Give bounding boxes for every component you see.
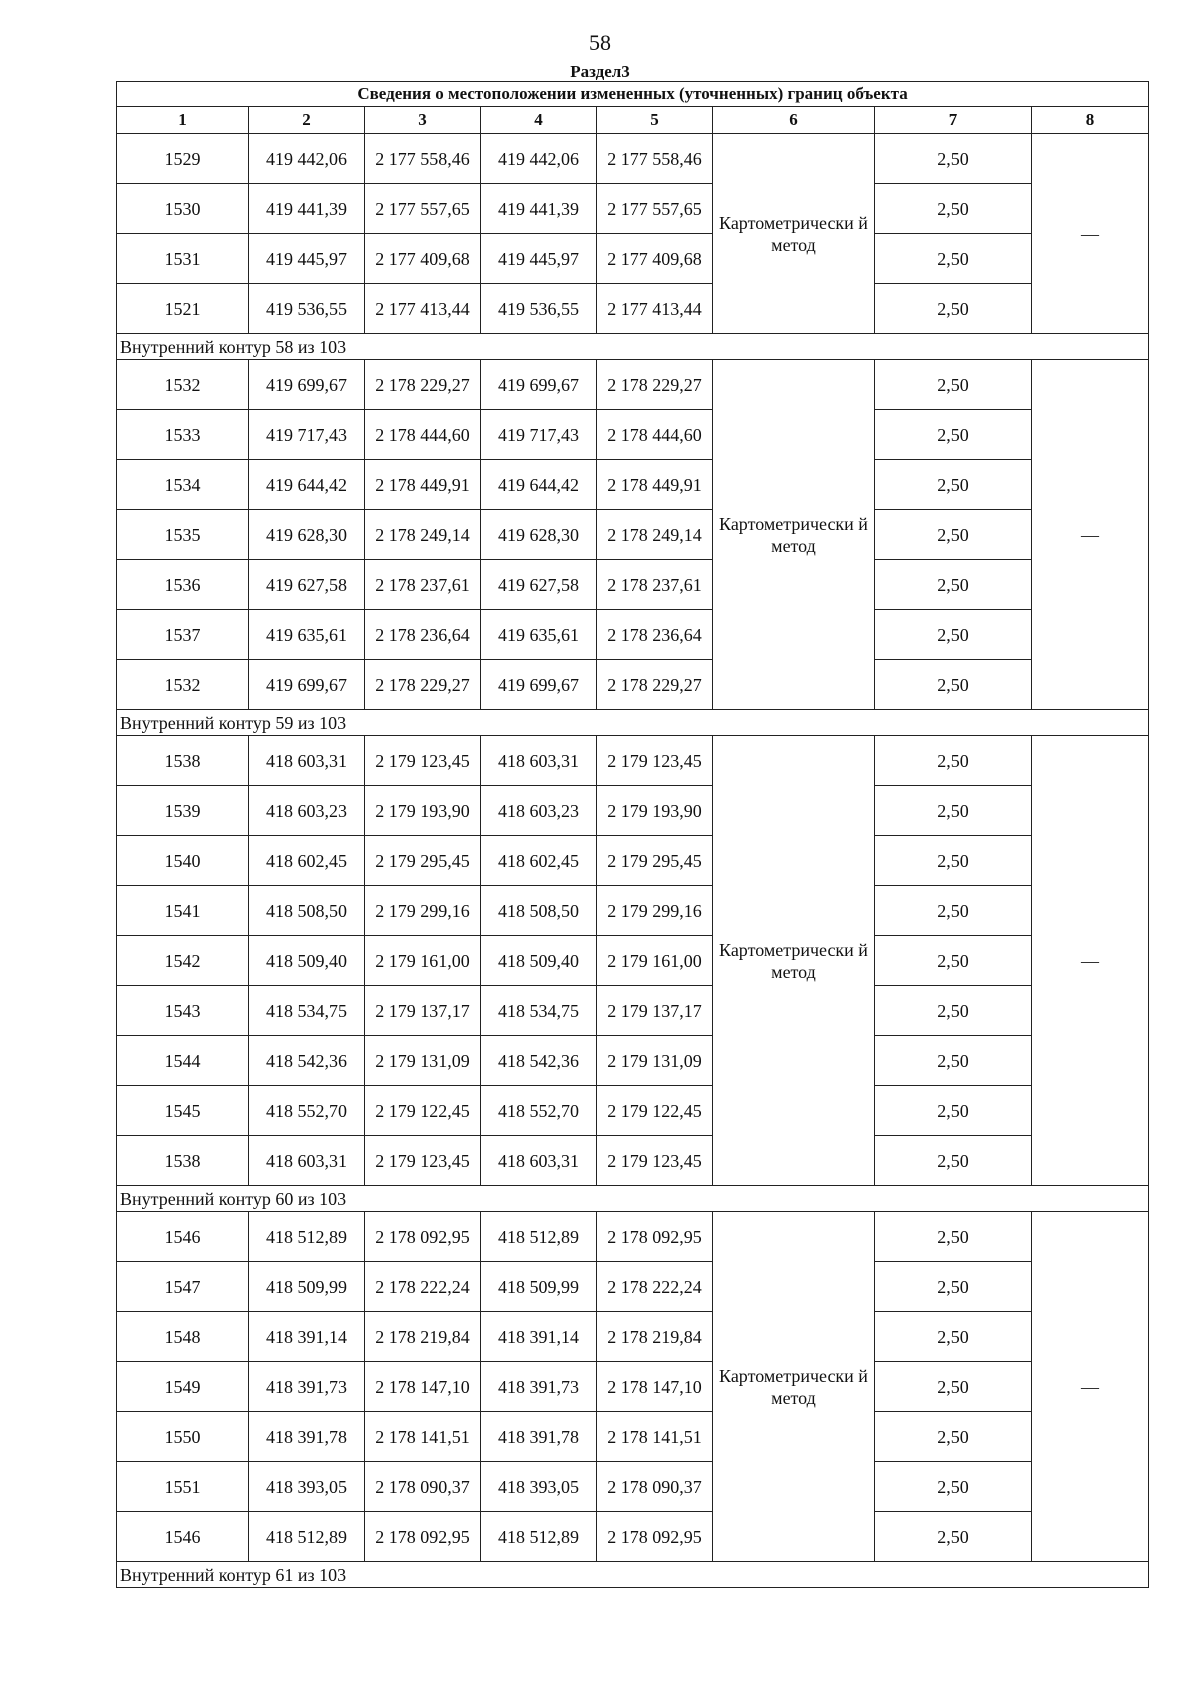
y-coordinate-cell: 2 179 137,17 — [365, 986, 481, 1036]
x-coordinate-new-cell: 418 391,78 — [481, 1412, 597, 1462]
y-coordinate-new-cell: 2 178 092,95 — [597, 1212, 713, 1262]
table-row — [117, 1036, 1149, 1086]
x-coordinate-cell: 418 508,50 — [249, 886, 365, 936]
x-coordinate-cell: 419 699,67 — [249, 360, 365, 410]
y-coordinate-new-cell: 2 179 161,00 — [597, 936, 713, 986]
y-coordinate-new-cell: 2 178 092,95 — [597, 1512, 713, 1562]
y-coordinate-cell: 2 179 123,45 — [365, 1136, 481, 1186]
accuracy-cell: 2,50 — [875, 134, 1032, 184]
y-coordinate-new-cell: 2 178 249,14 — [597, 510, 713, 560]
y-coordinate-new-cell: 2 178 229,27 — [597, 660, 713, 710]
x-coordinate-new-cell: 418 509,99 — [481, 1262, 597, 1312]
x-coordinate-new-cell: 419 699,67 — [481, 360, 597, 410]
y-coordinate-new-cell: 2 178 141,51 — [597, 1412, 713, 1462]
x-coordinate-cell: 418 509,99 — [249, 1262, 365, 1312]
y-coordinate-new-cell: 2 178 236,64 — [597, 610, 713, 660]
point-number-cell: 1547 — [117, 1262, 249, 1312]
point-number-cell: 1532 — [117, 360, 249, 410]
accuracy-cell: 2,50 — [875, 936, 1032, 986]
x-coordinate-cell: 418 391,78 — [249, 1412, 365, 1462]
x-coordinate-new-cell: 419 628,30 — [481, 510, 597, 560]
accuracy-cell: 2,50 — [875, 234, 1032, 284]
point-number-cell: 1541 — [117, 886, 249, 936]
y-coordinate-new-cell: 2 178 237,61 — [597, 560, 713, 610]
y-coordinate-new-cell: 2 179 122,45 — [597, 1086, 713, 1136]
section-title: Раздел3 — [570, 62, 630, 81]
x-coordinate-new-cell: 418 603,31 — [481, 1136, 597, 1186]
table-row — [117, 1462, 1149, 1512]
y-coordinate-new-cell: 2 179 295,45 — [597, 836, 713, 886]
point-number-cell: 1539 — [117, 786, 249, 836]
y-coordinate-cell: 2 178 229,27 — [365, 360, 481, 410]
table-row — [117, 1312, 1149, 1362]
y-coordinate-new-cell: 2 177 409,68 — [597, 234, 713, 284]
accuracy-cell: 2,50 — [875, 660, 1032, 710]
x-coordinate-new-cell: 418 602,45 — [481, 836, 597, 886]
x-coordinate-new-cell: 418 509,40 — [481, 936, 597, 986]
y-coordinate-new-cell: 2 178 147,10 — [597, 1362, 713, 1412]
table-caption: Сведения о местоположении измененных (уточненных) границ объекта — [117, 82, 1149, 107]
y-coordinate-new-cell: 2 177 558,46 — [597, 134, 713, 184]
point-number-cell: 1538 — [117, 736, 249, 786]
x-coordinate-cell: 418 391,14 — [249, 1312, 365, 1362]
y-coordinate-cell: 2 179 123,45 — [365, 736, 481, 786]
accuracy-cell: 2,50 — [875, 1462, 1032, 1512]
accuracy-cell: 2,50 — [875, 786, 1032, 836]
accuracy-cell: 2,50 — [875, 986, 1032, 1036]
x-coordinate-cell: 419 536,55 — [249, 284, 365, 334]
contour-row — [117, 710, 1149, 736]
x-coordinate-cell: 418 603,23 — [249, 786, 365, 836]
table-row — [117, 836, 1149, 886]
x-coordinate-new-cell: 419 699,67 — [481, 660, 597, 710]
table-caption-row — [117, 82, 1149, 107]
point-number-cell: 1536 — [117, 560, 249, 610]
x-coordinate-cell: 418 393,05 — [249, 1462, 365, 1512]
x-coordinate-new-cell: 418 512,89 — [481, 1512, 597, 1562]
y-coordinate-new-cell: 2 178 222,24 — [597, 1262, 713, 1312]
contour-label: Внутренний контур 58 из 103 — [117, 334, 1149, 360]
table-row — [117, 610, 1149, 660]
point-number-cell: 1550 — [117, 1412, 249, 1462]
point-number-cell: 1545 — [117, 1086, 249, 1136]
table-row — [117, 786, 1149, 836]
accuracy-cell: 2,50 — [875, 284, 1032, 334]
accuracy-cell: 2,50 — [875, 736, 1032, 786]
x-coordinate-new-cell: 419 536,55 — [481, 284, 597, 334]
contour-label: Внутренний контур 59 из 103 — [117, 710, 1149, 736]
table-body — [117, 82, 1149, 1588]
point-number-cell: 1543 — [117, 986, 249, 1036]
table-row — [117, 510, 1149, 560]
accuracy-cell: 2,50 — [875, 1412, 1032, 1462]
y-coordinate-new-cell: 2 178 229,27 — [597, 360, 713, 410]
point-number-cell: 1540 — [117, 836, 249, 886]
point-number-cell: 1521 — [117, 284, 249, 334]
point-number-cell: 1533 — [117, 410, 249, 460]
accuracy-cell: 2,50 — [875, 1212, 1032, 1262]
x-coordinate-cell: 418 391,73 — [249, 1362, 365, 1412]
point-number-cell: 1530 — [117, 184, 249, 234]
y-coordinate-cell: 2 179 131,09 — [365, 1036, 481, 1086]
y-coordinate-cell: 2 178 147,10 — [365, 1362, 481, 1412]
contour-row — [117, 334, 1149, 360]
accuracy-cell: 2,50 — [875, 1362, 1032, 1412]
x-coordinate-new-cell: 419 635,61 — [481, 610, 597, 660]
y-coordinate-cell: 2 178 449,91 — [365, 460, 481, 510]
column8-dash-cell: — — [1032, 736, 1149, 1186]
accuracy-cell: 2,50 — [875, 1512, 1032, 1562]
column8-dash-cell: — — [1032, 360, 1149, 710]
accuracy-cell: 2,50 — [875, 1136, 1032, 1186]
x-coordinate-cell: 419 445,97 — [249, 234, 365, 284]
x-coordinate-cell: 418 602,45 — [249, 836, 365, 886]
y-coordinate-cell: 2 178 249,14 — [365, 510, 481, 560]
x-coordinate-cell: 418 512,89 — [249, 1512, 365, 1562]
x-coordinate-new-cell: 418 391,14 — [481, 1312, 597, 1362]
accuracy-cell: 2,50 — [875, 1036, 1032, 1086]
y-coordinate-new-cell: 2 178 449,91 — [597, 460, 713, 510]
table-row — [117, 134, 1149, 184]
y-coordinate-cell: 2 177 409,68 — [365, 234, 481, 284]
y-coordinate-new-cell: 2 177 413,44 — [597, 284, 713, 334]
table-row — [117, 410, 1149, 460]
point-number-cell: 1546 — [117, 1212, 249, 1262]
x-coordinate-new-cell: 418 534,75 — [481, 986, 597, 1036]
y-coordinate-new-cell: 2 179 131,09 — [597, 1036, 713, 1086]
x-coordinate-new-cell: 418 603,23 — [481, 786, 597, 836]
table-row — [117, 234, 1149, 284]
x-coordinate-cell: 418 534,75 — [249, 986, 365, 1036]
accuracy-cell: 2,50 — [875, 360, 1032, 410]
y-coordinate-new-cell: 2 178 219,84 — [597, 1312, 713, 1362]
accuracy-cell: 2,50 — [875, 460, 1032, 510]
x-coordinate-cell: 419 627,58 — [249, 560, 365, 610]
x-coordinate-new-cell: 418 391,73 — [481, 1362, 597, 1412]
accuracy-cell: 2,50 — [875, 1312, 1032, 1362]
table-row — [117, 936, 1149, 986]
contour-row — [117, 1186, 1149, 1212]
accuracy-cell: 2,50 — [875, 1086, 1032, 1136]
x-coordinate-new-cell: 419 644,42 — [481, 460, 597, 510]
table-row — [117, 886, 1149, 936]
table-row — [117, 184, 1149, 234]
point-number-cell: 1537 — [117, 610, 249, 660]
x-coordinate-cell: 418 603,31 — [249, 1136, 365, 1186]
x-coordinate-cell: 419 644,42 — [249, 460, 365, 510]
y-coordinate-cell: 2 178 222,24 — [365, 1262, 481, 1312]
page-number: 58 — [589, 30, 611, 55]
accuracy-cell: 2,50 — [875, 836, 1032, 886]
y-coordinate-new-cell: 2 179 137,17 — [597, 986, 713, 1036]
y-coordinate-cell: 2 179 161,00 — [365, 936, 481, 986]
x-coordinate-new-cell: 418 508,50 — [481, 886, 597, 936]
column-header-row — [117, 107, 1149, 134]
y-coordinate-new-cell: 2 178 444,60 — [597, 410, 713, 460]
method-cell: Картометрически й метод — [713, 736, 875, 1186]
y-coordinate-cell: 2 177 413,44 — [365, 284, 481, 334]
table-row — [117, 1212, 1149, 1262]
column-header: 3 — [365, 107, 481, 134]
x-coordinate-new-cell: 419 442,06 — [481, 134, 597, 184]
y-coordinate-cell: 2 178 141,51 — [365, 1412, 481, 1462]
y-coordinate-cell: 2 178 092,95 — [365, 1512, 481, 1562]
table-row — [117, 360, 1149, 410]
accuracy-cell: 2,50 — [875, 510, 1032, 560]
x-coordinate-cell: 419 699,67 — [249, 660, 365, 710]
column-header: 1 — [117, 107, 249, 134]
point-number-cell: 1538 — [117, 1136, 249, 1186]
boundary-coordinates-table — [116, 81, 1149, 1588]
accuracy-cell: 2,50 — [875, 610, 1032, 660]
table-row — [117, 460, 1149, 510]
column-header: 5 — [597, 107, 713, 134]
x-coordinate-new-cell: 419 441,39 — [481, 184, 597, 234]
method-cell: Картометрически й метод — [713, 134, 875, 334]
point-number-cell: 1534 — [117, 460, 249, 510]
table-row — [117, 560, 1149, 610]
point-number-cell: 1546 — [117, 1512, 249, 1562]
table-row — [117, 736, 1149, 786]
y-coordinate-cell: 2 177 558,46 — [365, 134, 481, 184]
x-coordinate-new-cell: 419 717,43 — [481, 410, 597, 460]
x-coordinate-cell: 418 509,40 — [249, 936, 365, 986]
method-cell: Картометрически й метод — [713, 1212, 875, 1562]
accuracy-cell: 2,50 — [875, 560, 1032, 610]
x-coordinate-new-cell: 418 393,05 — [481, 1462, 597, 1512]
column-header: 8 — [1032, 107, 1149, 134]
accuracy-cell: 2,50 — [875, 1262, 1032, 1312]
y-coordinate-cell: 2 178 090,37 — [365, 1462, 481, 1512]
contour-label: Внутренний контур 61 из 103 — [117, 1562, 1149, 1588]
x-coordinate-new-cell: 419 445,97 — [481, 234, 597, 284]
method-cell: Картометрически й метод — [713, 360, 875, 710]
x-coordinate-new-cell: 418 603,31 — [481, 736, 597, 786]
table-row — [117, 660, 1149, 710]
table-row — [117, 986, 1149, 1036]
point-number-cell: 1544 — [117, 1036, 249, 1086]
y-coordinate-new-cell: 2 178 090,37 — [597, 1462, 713, 1512]
x-coordinate-cell: 418 512,89 — [249, 1212, 365, 1262]
point-number-cell: 1542 — [117, 936, 249, 986]
x-coordinate-cell: 419 717,43 — [249, 410, 365, 460]
y-coordinate-new-cell: 2 179 299,16 — [597, 886, 713, 936]
x-coordinate-new-cell: 418 542,36 — [481, 1036, 597, 1086]
column-header: 7 — [875, 107, 1032, 134]
y-coordinate-cell: 2 179 122,45 — [365, 1086, 481, 1136]
x-coordinate-new-cell: 418 512,89 — [481, 1212, 597, 1262]
accuracy-cell: 2,50 — [875, 886, 1032, 936]
table-row — [117, 1362, 1149, 1412]
y-coordinate-cell: 2 178 219,84 — [365, 1312, 481, 1362]
column-header: 4 — [481, 107, 597, 134]
y-coordinate-cell: 2 178 092,95 — [365, 1212, 481, 1262]
column-header: 6 — [713, 107, 875, 134]
point-number-cell: 1548 — [117, 1312, 249, 1362]
point-number-cell: 1532 — [117, 660, 249, 710]
x-coordinate-cell: 418 603,31 — [249, 736, 365, 786]
y-coordinate-new-cell: 2 179 123,45 — [597, 1136, 713, 1186]
point-number-cell: 1549 — [117, 1362, 249, 1412]
point-number-cell: 1531 — [117, 234, 249, 284]
y-coordinate-new-cell: 2 179 193,90 — [597, 786, 713, 836]
y-coordinate-new-cell: 2 179 123,45 — [597, 736, 713, 786]
y-coordinate-cell: 2 178 236,64 — [365, 610, 481, 660]
y-coordinate-cell: 2 179 193,90 — [365, 786, 481, 836]
accuracy-cell: 2,50 — [875, 410, 1032, 460]
y-coordinate-new-cell: 2 177 557,65 — [597, 184, 713, 234]
x-coordinate-cell: 419 628,30 — [249, 510, 365, 560]
y-coordinate-cell: 2 178 229,27 — [365, 660, 481, 710]
table-row — [117, 1086, 1149, 1136]
contour-row — [117, 1562, 1149, 1588]
table-row — [117, 1412, 1149, 1462]
y-coordinate-cell: 2 177 557,65 — [365, 184, 481, 234]
point-number-cell: 1529 — [117, 134, 249, 184]
x-coordinate-cell: 418 552,70 — [249, 1086, 365, 1136]
table-row — [117, 1136, 1149, 1186]
y-coordinate-cell: 2 179 299,16 — [365, 886, 481, 936]
point-number-cell: 1551 — [117, 1462, 249, 1512]
x-coordinate-cell: 419 635,61 — [249, 610, 365, 660]
y-coordinate-cell: 2 178 237,61 — [365, 560, 481, 610]
contour-label: Внутренний контур 60 из 103 — [117, 1186, 1149, 1212]
accuracy-cell: 2,50 — [875, 184, 1032, 234]
x-coordinate-new-cell: 418 552,70 — [481, 1086, 597, 1136]
point-number-cell: 1535 — [117, 510, 249, 560]
column-header: 2 — [249, 107, 365, 134]
x-coordinate-cell: 419 442,06 — [249, 134, 365, 184]
column8-dash-cell: — — [1032, 134, 1149, 334]
x-coordinate-cell: 418 542,36 — [249, 1036, 365, 1086]
y-coordinate-cell: 2 179 295,45 — [365, 836, 481, 886]
table-row — [117, 284, 1149, 334]
y-coordinate-cell: 2 178 444,60 — [365, 410, 481, 460]
column8-dash-cell: — — [1032, 1212, 1149, 1562]
x-coordinate-new-cell: 419 627,58 — [481, 560, 597, 610]
table-row — [117, 1262, 1149, 1312]
table-row — [117, 1512, 1149, 1562]
x-coordinate-cell: 419 441,39 — [249, 184, 365, 234]
